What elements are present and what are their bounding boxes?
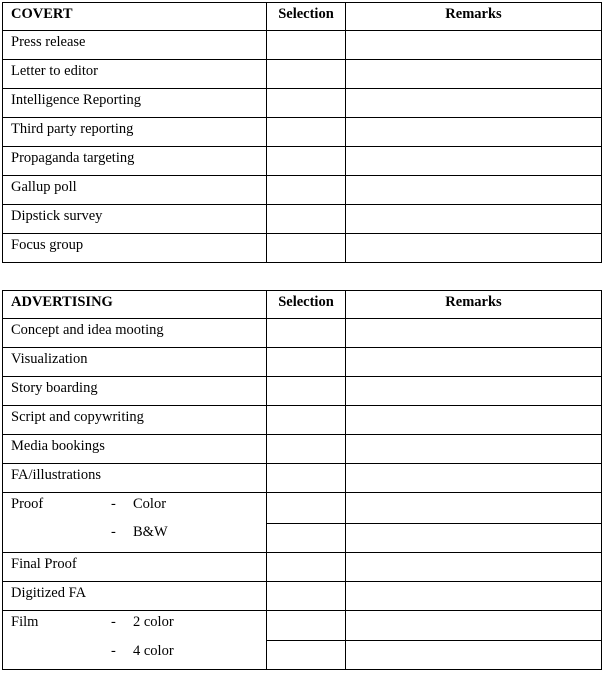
table-header-row xyxy=(3,3,602,31)
table-row xyxy=(3,348,602,377)
table-row xyxy=(3,147,602,176)
selection-cell[interactable] xyxy=(267,89,346,118)
table-row xyxy=(3,118,602,147)
advertising-title: ADVERTISING xyxy=(3,291,267,319)
remarks-cell[interactable] xyxy=(346,524,602,553)
selection-cell[interactable] xyxy=(267,348,346,377)
option-label: B&W xyxy=(133,524,168,540)
selection-cell[interactable] xyxy=(267,319,346,348)
remarks-cell[interactable] xyxy=(346,147,602,176)
proof-option-bw xyxy=(111,524,168,541)
row-label: Concept and idea mooting xyxy=(3,319,267,348)
selection-cell[interactable] xyxy=(267,234,346,263)
option-label: 2 color xyxy=(133,614,174,630)
film-option-2color xyxy=(111,614,174,631)
row-label: Gallup poll xyxy=(3,176,267,205)
film-label: Film xyxy=(11,614,39,630)
row-label: Visualization xyxy=(3,348,267,377)
remarks-cell[interactable] xyxy=(346,205,602,234)
table-row xyxy=(3,435,602,464)
row-label: Third party reporting xyxy=(3,118,267,147)
covert-table xyxy=(2,2,602,263)
dash-marker: - xyxy=(111,496,116,512)
dash-marker: - xyxy=(111,614,116,630)
remarks-cell[interactable] xyxy=(346,582,602,611)
remarks-header: Remarks xyxy=(346,291,602,319)
table-row xyxy=(3,406,602,435)
remarks-cell[interactable] xyxy=(346,553,602,582)
row-label: Digitized FA xyxy=(3,582,267,611)
remarks-cell[interactable] xyxy=(346,641,602,670)
remarks-cell[interactable] xyxy=(346,406,602,435)
selection-cell[interactable] xyxy=(267,406,346,435)
selection-cell[interactable] xyxy=(267,147,346,176)
table-row xyxy=(3,319,602,348)
remarks-cell[interactable] xyxy=(346,89,602,118)
selection-cell[interactable] xyxy=(267,524,346,553)
remarks-cell[interactable] xyxy=(346,176,602,205)
row-label: Final Proof xyxy=(3,553,267,582)
selection-cell[interactable] xyxy=(267,31,346,60)
advertising-table xyxy=(2,290,602,670)
row-label: Focus group xyxy=(3,234,267,263)
table-row xyxy=(3,582,602,611)
row-label: Intelligence Reporting xyxy=(3,89,267,118)
film-cell xyxy=(3,611,267,670)
selection-header: Selection xyxy=(267,291,346,319)
row-label: Script and copywriting xyxy=(3,406,267,435)
row-label: Story boarding xyxy=(3,377,267,406)
selection-header: Selection xyxy=(267,3,346,31)
selection-cell[interactable] xyxy=(267,176,346,205)
table-header-row xyxy=(3,291,602,319)
row-label: Dipstick survey xyxy=(3,205,267,234)
table-row xyxy=(3,89,602,118)
covert-title: COVERT xyxy=(3,3,267,31)
remarks-cell[interactable] xyxy=(346,377,602,406)
selection-cell[interactable] xyxy=(267,60,346,89)
selection-cell[interactable] xyxy=(267,435,346,464)
remarks-cell[interactable] xyxy=(346,234,602,263)
row-label: Press release xyxy=(3,31,267,60)
remarks-cell[interactable] xyxy=(346,31,602,60)
selection-cell[interactable] xyxy=(267,611,346,641)
remarks-cell[interactable] xyxy=(346,435,602,464)
option-label: 4 color xyxy=(133,643,174,659)
remarks-cell[interactable] xyxy=(346,493,602,524)
table-row xyxy=(3,176,602,205)
selection-cell[interactable] xyxy=(267,464,346,493)
row-label: Letter to editor xyxy=(3,60,267,89)
table-row xyxy=(3,377,602,406)
dash-marker: - xyxy=(111,643,116,659)
row-label: Propaganda targeting xyxy=(3,147,267,176)
table-row xyxy=(3,31,602,60)
option-label: Color xyxy=(133,496,167,512)
table-row-film-2color xyxy=(3,611,602,641)
proof-label: Proof xyxy=(11,496,44,512)
selection-cell[interactable] xyxy=(267,118,346,147)
selection-cell[interactable] xyxy=(267,377,346,406)
film-option-4color xyxy=(111,643,174,660)
table-row xyxy=(3,205,602,234)
remarks-cell[interactable] xyxy=(346,348,602,377)
table-row xyxy=(3,60,602,89)
proof-cell xyxy=(3,493,267,553)
remarks-cell[interactable] xyxy=(346,60,602,89)
selection-cell[interactable] xyxy=(267,205,346,234)
proof-option-color xyxy=(111,496,166,513)
remarks-cell[interactable] xyxy=(346,319,602,348)
remarks-cell[interactable] xyxy=(346,118,602,147)
selection-cell[interactable] xyxy=(267,553,346,582)
remarks-header: Remarks xyxy=(346,3,602,31)
row-label: Media bookings xyxy=(3,435,267,464)
table-row-proof-color xyxy=(3,493,602,524)
selection-cell[interactable] xyxy=(267,582,346,611)
row-label: FA/illustrations xyxy=(3,464,267,493)
remarks-cell[interactable] xyxy=(346,464,602,493)
table-row xyxy=(3,234,602,263)
selection-cell[interactable] xyxy=(267,641,346,670)
selection-cell[interactable] xyxy=(267,493,346,524)
dash-marker: - xyxy=(111,524,116,540)
table-row xyxy=(3,553,602,582)
remarks-cell[interactable] xyxy=(346,611,602,641)
table-row xyxy=(3,464,602,493)
